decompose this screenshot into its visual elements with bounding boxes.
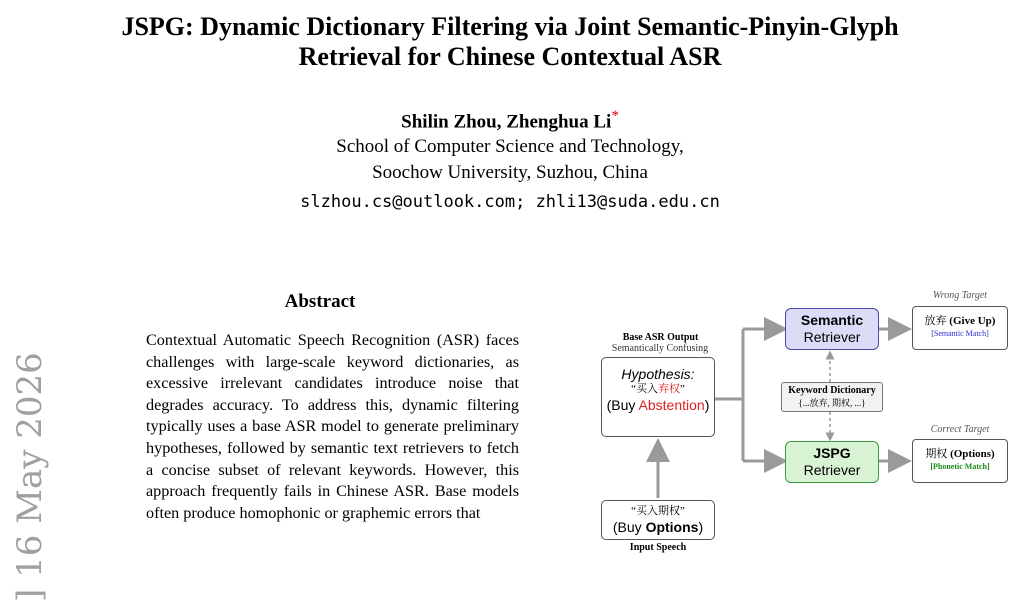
wrong-target-match: [Semantic Match] [931, 329, 989, 338]
hypothesis-box [601, 357, 715, 437]
hypothesis-gloss [602, 396, 714, 414]
hypothesis-text-open: “买入 [631, 383, 658, 395]
corresponding-author-mark: * [611, 108, 619, 124]
base-output-subtitle: Semantically Confusing [611, 343, 709, 354]
jspg-retriever-box [785, 441, 879, 483]
input-gloss-bold: Options [645, 519, 699, 535]
semantic-retriever-box [785, 308, 879, 350]
jspg-retriever-title: JSPG [813, 445, 851, 461]
paper-title-line1: JSPG: Dynamic Dictionary Filtering via Joint Semantic-Pinyin-Glyph [121, 12, 899, 41]
semantic-retriever-title: Semantic [800, 312, 864, 328]
hypothesis-text-close: ” [680, 383, 685, 395]
input-gloss [602, 518, 714, 536]
hypothesis-text-error: 弃权 [658, 383, 680, 395]
wrong-target-text [913, 315, 1007, 328]
correct-target-match: [Phonetic Match] [930, 462, 990, 471]
affiliation-line2: Soochow University, Suzhou, China [372, 162, 648, 183]
input-speech-box [601, 500, 715, 540]
keyword-dictionary-box [781, 382, 883, 412]
correct-target-text [913, 448, 1007, 461]
hypothesis-gloss-open: (Buy [606, 397, 639, 413]
wrong-target-zh: 放弃 [924, 315, 947, 327]
abstract-body: Contextual Automatic Speech Recognition (ASR) faces challenges with large-scale keyword dictionaries, as excessive irrelevant candidates introduce noise that degrades accuracy. To address this, dynamic filtering typically uses a base ASR model to generate preliminary hypotheses, followed by semantic text retrievers to fetch a concise subset of relevant keywords. However, this approach frequently fails in Chinese ASR. Base models often produce homophonic or graphemic errors that [146, 331, 519, 522]
hypothesis-label: Hypothesis: [621, 366, 695, 382]
jspg-retriever-sub: Retriever [803, 462, 861, 478]
keyword-dictionary-items: {...放弃, 期权, ...} [798, 398, 866, 408]
wrong-target-box [912, 306, 1008, 350]
input-gloss-open: (Buy [612, 519, 646, 535]
figure-pipeline [580, 280, 1012, 580]
correct-target-box [912, 439, 1008, 483]
semantic-retriever-sub: Retriever [803, 329, 861, 345]
correct-target-zh: 期权 [925, 448, 948, 460]
author-emails: slzhou.cs@outlook.com; zhli13@suda.edu.cn [300, 192, 720, 212]
paper-title-line2: Retrieval for Chinese Contextual ASR [298, 42, 722, 71]
keyword-dictionary-title: Keyword Dictionary [788, 385, 876, 396]
correct-target-label: Correct Target [930, 424, 990, 435]
author-names: Shilin Zhou, Zhenghua Li [401, 111, 612, 133]
hypothesis-gloss-close: ) [704, 397, 710, 413]
paper-title [60, 12, 960, 72]
base-output-title: Base ASR Output [622, 332, 699, 343]
input-text: “买入期权” [631, 505, 685, 517]
affiliation-line1: School of Computer Science and Technology, [336, 136, 684, 157]
wrong-target-en: (Give Up) [949, 315, 996, 327]
input-speech-label: Input Speech [629, 542, 687, 553]
wrong-target-label: Wrong Target [932, 290, 988, 301]
hypothesis-gloss-error: Abstention [638, 397, 705, 413]
arxiv-stamp: ] 16 May 2026 [10, 352, 50, 602]
abstract-heading: Abstract [284, 291, 356, 312]
correct-target-en: (Options) [950, 448, 995, 460]
hypothesis-text [602, 382, 714, 396]
input-gloss-close: ) [698, 519, 704, 535]
authors [80, 108, 940, 133]
